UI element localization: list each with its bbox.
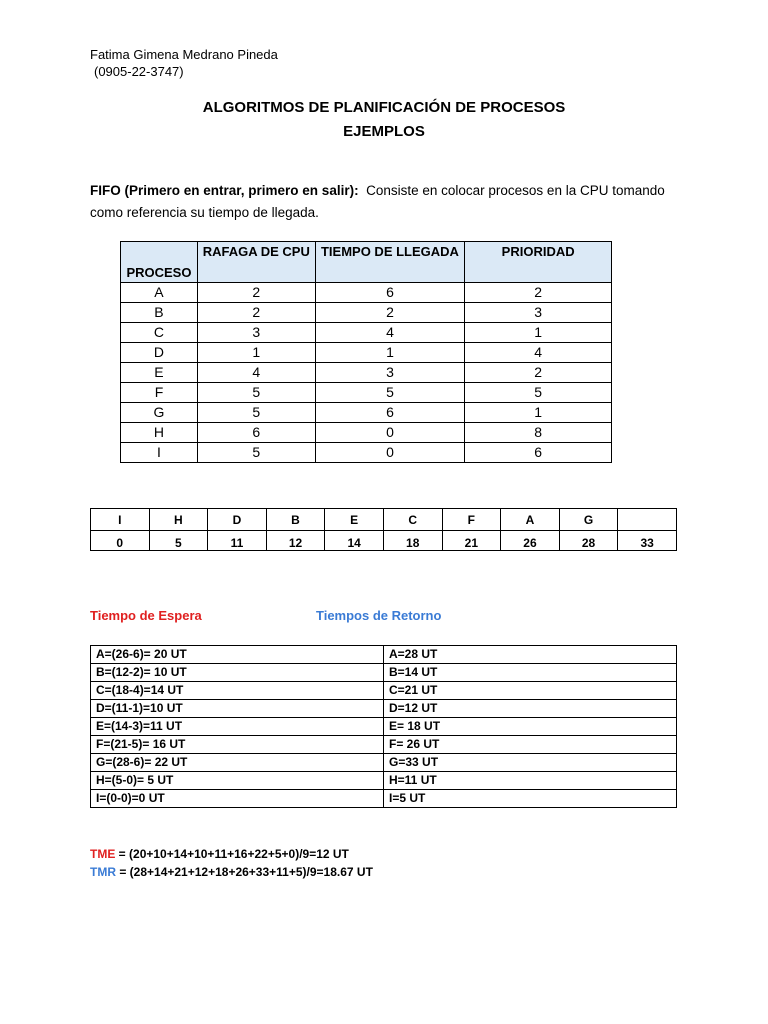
gantt-process-row	[91, 509, 677, 531]
table-cell: A	[121, 283, 198, 303]
table-cell: 0	[315, 423, 465, 443]
table-cell: 6	[315, 283, 465, 303]
table-cell: D	[121, 343, 198, 363]
table-cell: 5	[197, 403, 315, 423]
process-table-header	[121, 242, 612, 283]
wait-time-cell: I=(0-0)=0 UT	[91, 790, 384, 808]
wait-time-cell: E=(14-3)=11 UT	[91, 718, 384, 736]
intro-term: FIFO (Primero en entrar, primero en salir):	[90, 183, 359, 198]
tmr-line	[90, 863, 373, 881]
wait-time-cell: G=(28-6)= 22 UT	[91, 754, 384, 772]
gantt-process-cell: E	[325, 509, 384, 531]
author-name: Fatima Gimena Medrano Pineda	[90, 47, 278, 62]
table-cell: 4	[315, 323, 465, 343]
table-cell: 5	[197, 443, 315, 463]
table-cell: 2	[197, 303, 315, 323]
gantt-time-cell: 26	[501, 531, 560, 551]
header-llegada: TIEMPO DE LLEGADA	[315, 242, 465, 283]
results-row	[91, 664, 677, 682]
process-table-body	[121, 283, 612, 463]
gantt-time-cell: 11	[208, 531, 267, 551]
table-cell: 4	[465, 343, 612, 363]
table-row	[121, 443, 612, 463]
table-cell: 1	[197, 343, 315, 363]
wait-time-cell: A=(26-6)= 20 UT	[91, 646, 384, 664]
table-cell: I	[121, 443, 198, 463]
author-block	[90, 46, 278, 80]
table-cell: 6	[197, 423, 315, 443]
gantt-process-cell: D	[208, 509, 267, 531]
gantt-time-cell: 0	[91, 531, 150, 551]
table-row	[121, 323, 612, 343]
table-cell: 1	[465, 323, 612, 343]
table-row	[121, 423, 612, 443]
table-cell: B	[121, 303, 198, 323]
table-cell: 4	[197, 363, 315, 383]
title-line-2: EJEMPLOS	[343, 123, 425, 140]
table-cell: 8	[465, 423, 612, 443]
return-time-cell: E= 18 UT	[384, 718, 677, 736]
gantt-time-cell: 5	[149, 531, 208, 551]
gantt-process-cell: C	[383, 509, 442, 531]
gantt-process-cell: G	[559, 509, 618, 531]
return-time-cell: H=11 UT	[384, 772, 677, 790]
table-cell: 5	[197, 383, 315, 403]
results-table	[90, 645, 677, 808]
table-cell: 3	[315, 363, 465, 383]
wait-time-label: Tiempo de Espera	[90, 608, 202, 623]
header-rafaga: RAFAGA DE CPU	[197, 242, 315, 283]
wait-time-cell: B=(12-2)= 10 UT	[91, 664, 384, 682]
table-cell: F	[121, 383, 198, 403]
table-cell: 0	[315, 443, 465, 463]
wait-time-cell: H=(5-0)= 5 UT	[91, 772, 384, 790]
table-cell: 2	[465, 363, 612, 383]
table-cell: 2	[197, 283, 315, 303]
results-row	[91, 718, 677, 736]
gantt-time-cell: 12	[266, 531, 325, 551]
tme-line	[90, 845, 349, 863]
tmr-label: TMR	[90, 865, 116, 879]
wait-time-cell: D=(11-1)=10 UT	[91, 700, 384, 718]
table-cell: 6	[465, 443, 612, 463]
header-proceso: PROCESO	[121, 242, 198, 283]
table-row	[121, 363, 612, 383]
table-row	[121, 283, 612, 303]
table-cell: 5	[315, 383, 465, 403]
tmr-formula: = (28+14+21+12+18+26+33+11+5)/9=18.67 UT	[116, 865, 373, 879]
table-cell: E	[121, 363, 198, 383]
table-cell: 3	[197, 323, 315, 343]
gantt-chart	[90, 508, 677, 551]
process-table	[120, 241, 612, 463]
tme-label: TME	[90, 847, 116, 861]
results-row	[91, 646, 677, 664]
page-title	[0, 96, 768, 144]
table-row	[121, 403, 612, 423]
gantt-process-cell: F	[442, 509, 501, 531]
wait-time-cell: F=(21-5)= 16 UT	[91, 736, 384, 754]
return-time-label: Tiempos de Retorno	[316, 608, 442, 623]
tme-formula: = (20+10+14+10+11+16+22+5+0)/9=12 UT	[115, 847, 349, 861]
table-cell: G	[121, 403, 198, 423]
gantt-time-cell: 21	[442, 531, 501, 551]
gantt-time-cell: 28	[559, 531, 618, 551]
intro-paragraph	[90, 180, 680, 224]
table-cell: 3	[465, 303, 612, 323]
return-time-cell: A=28 UT	[384, 646, 677, 664]
return-time-cell: F= 26 UT	[384, 736, 677, 754]
table-cell: C	[121, 323, 198, 343]
return-time-cell: D=12 UT	[384, 700, 677, 718]
results-row	[91, 790, 677, 808]
table-cell: H	[121, 423, 198, 443]
wait-time-cell: C=(18-4)=14 UT	[91, 682, 384, 700]
table-cell: 1	[315, 343, 465, 363]
return-time-cell: C=21 UT	[384, 682, 677, 700]
gantt-time-row	[91, 531, 677, 551]
results-row	[91, 700, 677, 718]
gantt-process-cell: H	[149, 509, 208, 531]
gantt-time-cell: 33	[618, 531, 677, 551]
return-time-cell: I=5 UT	[384, 790, 677, 808]
table-cell: 2	[465, 283, 612, 303]
gantt-process-cell: I	[91, 509, 150, 531]
results-row	[91, 754, 677, 772]
return-time-cell: B=14 UT	[384, 664, 677, 682]
intro-text: Consiste en colocar procesos en la CPU tomando como referencia su tiempo de llegada.	[90, 183, 665, 220]
gantt-time-cell: 18	[383, 531, 442, 551]
table-row	[121, 383, 612, 403]
table-cell: 5	[465, 383, 612, 403]
results-row	[91, 772, 677, 790]
gantt-process-cell: A	[501, 509, 560, 531]
title-line-1: ALGORITMOS DE PLANIFICACIÓN DE PROCESOS	[202, 99, 566, 116]
results-table-body	[91, 646, 677, 808]
author-id: (0905-22-3747)	[94, 64, 184, 79]
gantt-time-cell: 14	[325, 531, 384, 551]
table-cell: 6	[315, 403, 465, 423]
table-row	[121, 343, 612, 363]
gantt-process-cell: B	[266, 509, 325, 531]
return-time-cell: G=33 UT	[384, 754, 677, 772]
results-row	[91, 682, 677, 700]
header-prioridad: PRIORIDAD	[465, 242, 612, 283]
gantt-process-cell	[618, 509, 677, 531]
table-cell: 1	[465, 403, 612, 423]
table-row	[121, 303, 612, 323]
results-row	[91, 736, 677, 754]
table-cell: 2	[315, 303, 465, 323]
